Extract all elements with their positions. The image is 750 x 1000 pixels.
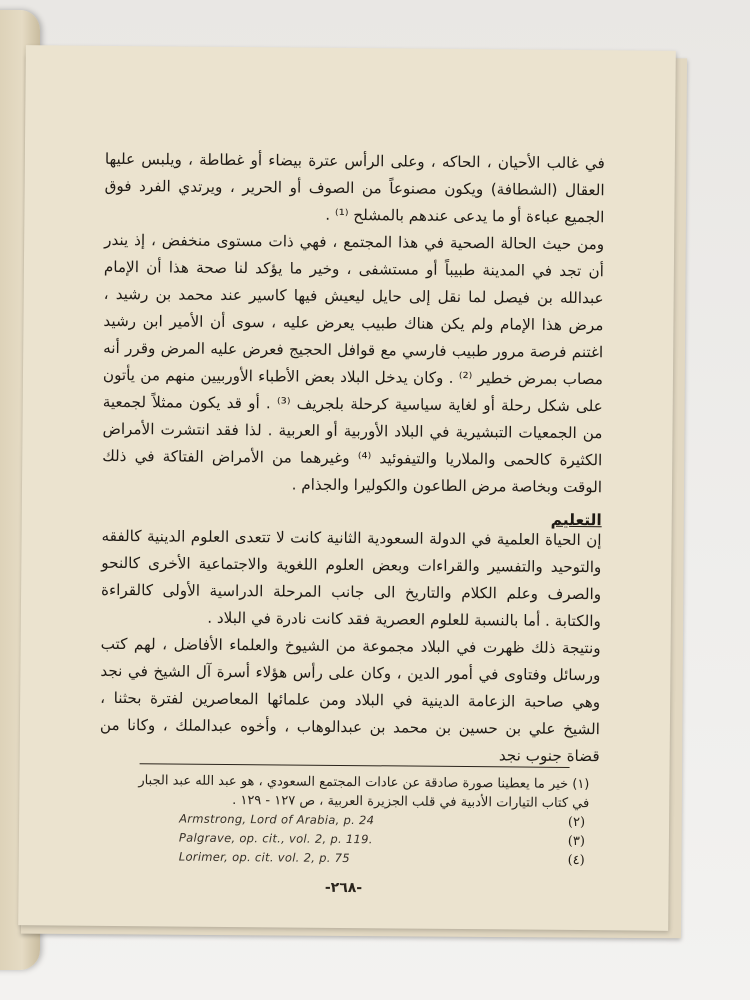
page-number: -٢٦٨- — [324, 879, 363, 897]
footnote-1-text: خير ما يعطينا صورة صادقة عن عادات المجتمع السعودي ، هو عبد الله عبد الجبار في كتاب التيارات الأدبية في قلب الجزيرة العربية ، ص ١٢٧ - ١٢٩ . — [138, 773, 590, 812]
paragraph-clothing: في غالب الأحيان ، الحاكه ، وعلى الرأس عترة بيضاء أو غطاطة ، ويلبس عليها العقال (الشطافة) ويكون مصنوعاً من الصوف أو الحرير ، ويرتدي الفرد فوق الجميع عباءة أو ما يدعى عندهم بالمشلح ⁽¹⁾ . — [104, 149, 605, 227]
book-page — [18, 45, 676, 931]
footnote-1-number: (١) — [572, 776, 590, 793]
paragraph-health: ومن حيث الحالة الصحية في هذا المجتمع ، فهي ذات مستوى منخفض ، إذ يندر أن تجد في المدينة طبيباً أو مستشفى ، وخير ما يؤكد لنا صحة هذا أن الإمام عبدالله بن فيصل لما نقل إلى حايل ليعيش فيها كاسير عند محمد بن رشيد ، مرض هذا الإمام ولم يكن هناك طبيب يعرض عليه ، سوى أن الأمير ابن رشيد اغتنم فرصة مرور طبيب فارسي مع قوافل الحجيج فعرض عليه المرض وقرر أنه مصاب بمرض خطير ⁽²⁾ . وكان يدخل البلاد بعض الأطباء الأوربيين منهم من يأتون على شكل رحلة أو لغاية سياسية كرحلة بلجريف ⁽³⁾ . أو قد يكون ممثلاً لجمعية من الجمعيات التبشيرية في البلاد الأوربية أو العربية . لذا فقد انتشرت الأمراض الكثيرة كالحمى والملاريا والتيفوئيد ⁽⁴⁾ وغيرهما من الأمراض الفتاكة في ذلك الوقت وبخاصة مرض الطاعون والكوليرا والجذام . — [102, 230, 605, 497]
section-heading-education: التعليم — [550, 510, 602, 530]
footnote-4 — [119, 847, 589, 870]
footnote-2-number: (٢) — [567, 814, 586, 831]
main-text-top — [102, 146, 605, 538]
footnote-4-text: Lorimer, op. cit. vol. 2, p. 75 — [178, 849, 350, 866]
paragraph-education: إن الحياة العلمية في الدولة السعودية الثانية كانت لا تتعدى العلوم الدينية كالفقه والتوحيد والتفسير والقراءات وبعض العلوم اللغوية والاجتماعية الأخرى كالنحو والصرف وعلم الكلام والتاريخ الى جانب المرحلة الدراسية الأولى كالقراءة والكتابة . أما بالنسبة للعلوم العصرية فقد كانت نادرة في البلاد . — [101, 526, 602, 631]
main-text-bottom — [100, 523, 602, 770]
footnotes — [119, 771, 590, 870]
footnote-1 — [119, 771, 589, 813]
footnote-3-text: Palgrave, op. cit., vol. 2, p. 119. — [178, 830, 373, 847]
footnote-3-number: (٣) — [567, 833, 585, 850]
paragraph-scholars: ونتيجة ذلك ظهرت في البلاد مجموعة من الشيوخ والعلماء الأفاضل ، لهم كتب ورسائل وفتاوى في أمور الدين ، وكان على رأس هؤلاء أسرة آل الشيخ في نجد وهي صاحبة الزعامة الدينية في البلاد ومن علمائها المعاصرين لفترة بحثنا ، الشيخ علي بن حسين بن محمد بن عبدالوهاب ، وأخوه عبدالملك ، وكانا من قضاة جنوب نجد — [99, 634, 601, 766]
footnote-2-text: Armstrong, Lord of Arabia, p. 24 — [179, 811, 375, 828]
footnote-4-number: (٤) — [567, 852, 585, 869]
